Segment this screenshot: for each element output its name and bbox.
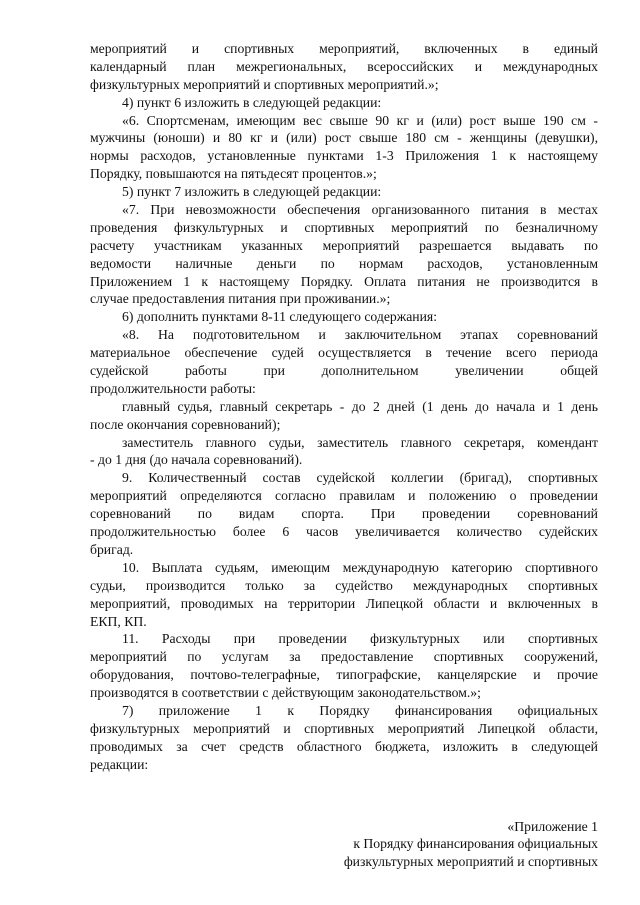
text-line: мероприятий и спортивных мероприятий, включенных в единый <box>90 41 598 56</box>
text-line: «6. Спортсменам, имеющим вес свыше 90 кг и (или) рост выше 190 см - <box>122 112 598 128</box>
text-line: случае предоставления питания при проживании.»; <box>90 291 391 307</box>
text-line: 6) дополнить пунктами 8-11 следующего содержания: <box>122 309 438 325</box>
appendix-title: «Приложение 1 <box>507 818 598 834</box>
text-line: ЕКП, КП. <box>90 613 147 629</box>
text-line: календарный план межрегиональных, всероссийских и международных <box>90 58 598 74</box>
text-line: Приложением 1 к настоящему Порядку. Оплата питания не производится в <box>90 273 598 289</box>
text-line: 11. Расходы при проведении физкультурных или спортивных <box>122 631 598 647</box>
text-line: физкультурных мероприятий и спортивных мероприятий Липецкой области, <box>90 720 598 736</box>
text-line: производятся в соответствии с действующим законодательством.»; <box>90 685 481 701</box>
text-line: «7. При невозможности обеспечения организованного питания в местах <box>122 202 598 218</box>
text-line: 7) приложение 1 к Порядку финансирования официальных <box>122 702 598 718</box>
document-page <box>90 40 598 871</box>
text-line: судейской работы при дополнительном увеличении общей <box>90 363 598 379</box>
text-line: проводимых за счет средств областного бюджета, изложить в следующей <box>90 738 598 754</box>
text-line: материальное обеспечение судей осуществляется в течение всего периода <box>90 345 598 361</box>
text-line: главный судья, главный секретарь - до 2 дней (1 день до начала и 1 день <box>122 398 598 414</box>
appendix-header <box>90 818 598 872</box>
text-line: нормы расходов, установленные пунктами 1-3 Приложения 1 к настоящему <box>90 148 598 164</box>
text-line: продолжительности работы: <box>90 380 256 396</box>
text-line: Порядку, повышаются на пятьдесят процентов.»; <box>90 166 377 182</box>
text-line: 5) пункт 7 изложить в следующей редакции: <box>122 184 382 200</box>
text-line: заместитель главного судьи, заместитель главного секретаря, комендант <box>122 434 598 450</box>
appendix-subtitle-2: физкультурных мероприятий и спортивных <box>343 854 598 870</box>
text-line: 4) пункт 6 изложить в следующей редакции: <box>122 94 382 110</box>
text-line: судьи, производится только за судейство международных спортивных <box>90 577 598 593</box>
body-text <box>90 40 598 774</box>
text-line: 10. Выплата судьям, имеющим международную категорию спортивного <box>122 559 598 575</box>
text-line: мероприятий по услугам за предоставление спортивных сооружений, <box>90 649 598 665</box>
text-line: редакции: <box>90 756 149 772</box>
text-line: физкультурных мероприятий и спортивных мероприятий.»; <box>90 76 439 92</box>
text-line: - до 1 дня (до начала соревнований). <box>90 452 303 468</box>
text-line: мужчины (юноши) и 80 кг и (или) рост свыше 180 см - женщины (девушки), <box>90 130 598 146</box>
text-line: «8. На подготовительном и заключительном этапах соревнований <box>122 327 598 343</box>
text-line: ведомости наличные деньги по нормам расходов, установленным <box>90 255 598 271</box>
text-line: соревнований по видам спорта. При проведении соревнований <box>90 506 598 522</box>
section-gap <box>90 774 598 818</box>
text-line: оборудования, почтово-телеграфные, типографские, канцелярские и прочие <box>90 667 598 683</box>
text-line: бригад. <box>90 541 134 557</box>
text-line: мероприятий, проводимых на территории Липецкой области и включенных в <box>90 595 598 611</box>
text-line: мероприятий определяются согласно правилам и положению о проведении <box>90 488 598 504</box>
text-line: после окончания соревнований); <box>90 416 281 432</box>
text-line: проведения физкультурных и спортивных мероприятий по безналичному <box>90 219 598 235</box>
text-line: расчету участникам указанных мероприятий разрешается выдавать по <box>90 237 598 253</box>
appendix-subtitle-1: к Порядку финансирования официальных <box>353 836 598 852</box>
text-line: продолжительностью более 6 часов увеличивается количество судейских <box>90 524 598 540</box>
text-line: 9. Количественный состав судейской коллегии (бригад), спортивных <box>122 470 598 486</box>
